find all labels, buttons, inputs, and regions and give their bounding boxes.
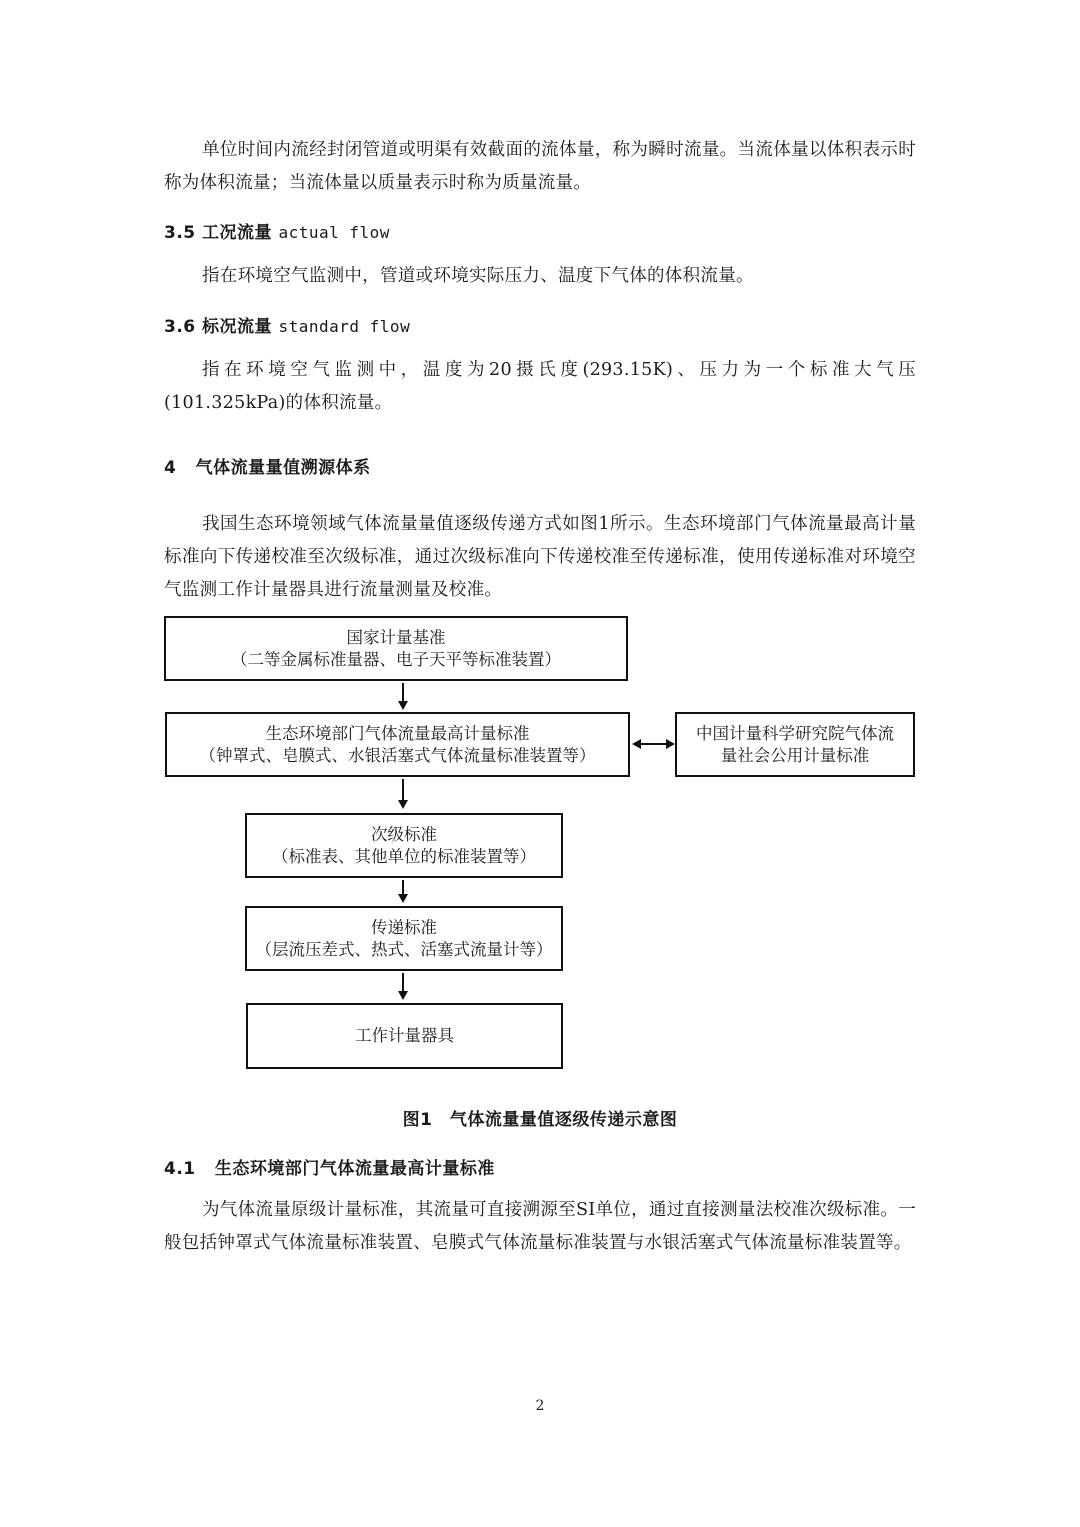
heading-4-1 bbox=[164, 1154, 495, 1179]
box-nim-public-standard bbox=[675, 712, 915, 777]
paragraph-traceability-system: 我国生态环境领域气体流量量值逐级传递方式如图1所示。生态环境部门气体流量最高计量标准向下传递校准至次级标准，通过次级标准向下传递校准至传递标准，使用传递标准对环境空气监测工作计量器具进行流量测量及校准。 bbox=[164, 514, 916, 600]
paragraph-actual-flow: 指在环境空气监测中，管道或环境实际压力、温度下气体的体积流量。 bbox=[202, 266, 754, 286]
box-subtitle: （钟罩式、皂膜式、水银活塞式气体流量标准装置等） bbox=[199, 745, 596, 765]
heading-title: 工况流量 bbox=[202, 223, 273, 243]
paragraph-standard-flow: 指在环境空气监测中，温度为20摄氏度(293.15K)、压力为一个标准大气压(101.325kPa)的体积流量。 bbox=[164, 360, 916, 413]
heading-4 bbox=[164, 453, 371, 478]
box-highest-standard bbox=[165, 712, 630, 777]
page-number: 2 bbox=[535, 1398, 545, 1414]
arrow-right-icon bbox=[666, 739, 675, 749]
box-title: 传递标准 bbox=[371, 917, 437, 937]
paragraph-flow-definition: 单位时间内流经封闭管道或明渠有效截面的流体量，称为瞬时流量。当流体量以体积表示时称为体积流量；当流体量以质量表示时称为质量流量。 bbox=[164, 140, 916, 193]
box-title: 生态环境部门气体流量最高计量标准 bbox=[265, 723, 530, 743]
box-secondary-standard bbox=[245, 813, 563, 878]
arrow-down-icon bbox=[398, 701, 408, 710]
arrow-down-icon bbox=[398, 800, 408, 809]
heading-number: 4.1 bbox=[164, 1159, 196, 1179]
box-title: 国家计量基准 bbox=[346, 627, 446, 647]
box-national-primary-standard bbox=[164, 616, 628, 681]
box-title: 次级标准 bbox=[371, 824, 437, 844]
connector-line bbox=[402, 779, 404, 802]
box-subtitle: （标准表、其他单位的标准装置等） bbox=[272, 846, 536, 866]
heading-english: standard flow bbox=[278, 317, 411, 336]
heading-3-6 bbox=[164, 312, 410, 337]
connector-line bbox=[402, 683, 404, 703]
arrow-left-icon bbox=[632, 739, 641, 749]
box-subtitle: （层流压差式、热式、活塞式流量计等） bbox=[255, 939, 553, 959]
box-title: 中国计量科学研究院气体流 bbox=[696, 723, 894, 743]
box-transfer-standard bbox=[245, 906, 563, 971]
heading-title: 标况流量 bbox=[202, 317, 273, 337]
connector-line bbox=[402, 973, 404, 993]
box-subtitle: 量社会公用计量标准 bbox=[720, 745, 870, 765]
heading-title: 生态环境部门气体流量最高计量标准 bbox=[214, 1159, 495, 1179]
heading-number: 4 bbox=[164, 458, 177, 478]
arrow-down-icon bbox=[398, 991, 408, 1000]
heading-number: 3.5 bbox=[164, 223, 196, 243]
heading-3-5 bbox=[164, 218, 390, 243]
paragraph-highest-standard: 为气体流量原级计量标准，其流量可直接溯源至SI单位，通过直接测量法校准次级标准。一般包括钟罩式气体流量标准装置、皂膜式气体流量标准装置与水银活塞式气体流量标准装置等。 bbox=[164, 1200, 916, 1253]
box-working-instruments bbox=[246, 1003, 563, 1069]
figure-caption: 图1 气体流量量值逐级传递示意图 bbox=[402, 1110, 678, 1130]
arrow-down-icon bbox=[398, 894, 408, 903]
heading-title: 气体流量量值溯源体系 bbox=[195, 458, 371, 478]
heading-number: 3.6 bbox=[164, 317, 196, 337]
heading-english: actual flow bbox=[278, 223, 390, 242]
box-subtitle: （二等金属标准量器、电子天平等标准装置） bbox=[231, 649, 561, 669]
box-title: 工作计量器具 bbox=[355, 1026, 454, 1045]
